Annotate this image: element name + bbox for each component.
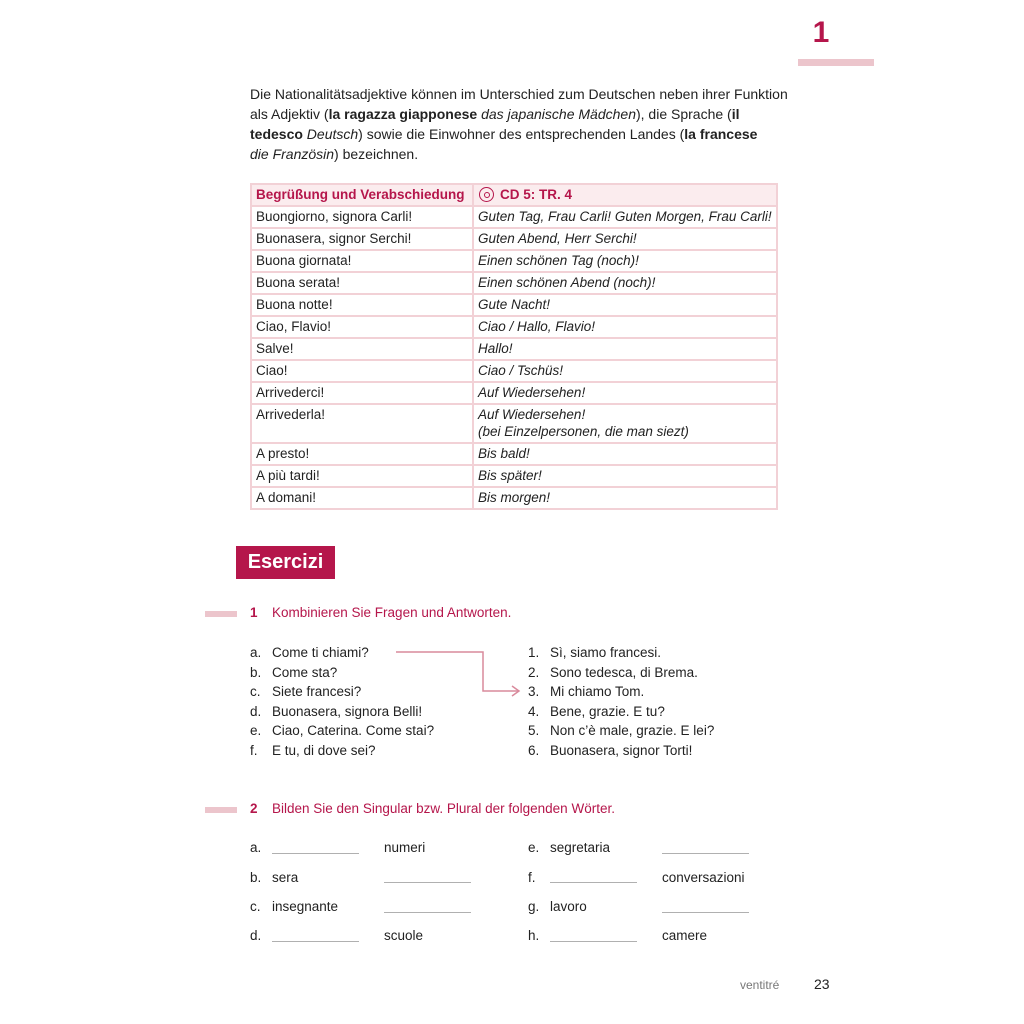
item-label: h.	[528, 928, 540, 943]
italian-phrase: A presto!	[251, 443, 473, 465]
german-translation: Bis später!	[473, 465, 777, 487]
exercise-instruction: Kombinieren Sie Fragen und Antworten.	[272, 605, 512, 620]
item-label: 2.	[528, 664, 540, 680]
exercise-instruction: Bilden Sie den Singular bzw. Plural der folgenden Wörter.	[272, 801, 615, 816]
answer-text: Sì, siamo francesi.	[550, 645, 662, 660]
answer-blank[interactable]	[662, 853, 749, 854]
italian-phrase: Buonasera, signor Serchi!	[251, 228, 473, 250]
page-number-word: ventitré	[740, 978, 780, 992]
intro-bold: il tedesco	[250, 106, 740, 142]
given-word: conversazioni	[662, 870, 745, 885]
item-label: c.	[250, 684, 261, 700]
italian-phrase: A domani!	[251, 487, 473, 509]
italian-phrase: A più tardi!	[251, 465, 473, 487]
german-translation: Gute Nacht!	[473, 294, 777, 316]
italian-phrase: Buongiorno, signora Carli!	[251, 206, 473, 228]
item-label: e.	[250, 723, 262, 739]
german-translation: Einen schönen Abend (noch)!	[473, 272, 777, 294]
german-translation: Bis bald!	[473, 443, 777, 465]
item-label: c.	[250, 899, 261, 914]
answer-blank[interactable]	[550, 882, 637, 883]
item-label: 6.	[528, 742, 540, 758]
item-label: b.	[250, 870, 262, 885]
answer-blank[interactable]	[272, 941, 359, 942]
answer-text: Non c’è male, grazie. E lei?	[550, 723, 715, 739]
given-word: lavoro	[550, 899, 587, 914]
item-label: f.	[250, 742, 258, 758]
list-item	[528, 928, 550, 943]
italian-phrase: Buona serata!	[251, 272, 473, 294]
answer-text: Sono tedesca, di Brema.	[550, 664, 698, 680]
answer-blank[interactable]	[384, 882, 471, 883]
item-label: a.	[250, 840, 262, 855]
german-translation: Einen schönen Tag (noch)!	[473, 250, 777, 272]
answer-blank[interactable]	[550, 941, 637, 942]
italian-phrase: Arrivederla!	[251, 404, 473, 443]
german-translation: Guten Tag, Frau Carli! Guten Morgen, Frau Carli!	[473, 206, 777, 228]
answer-blank[interactable]	[662, 912, 749, 913]
table-header-title: Begrüßung und Verabschiedung	[251, 184, 473, 206]
item-label: b.	[250, 664, 262, 680]
item-label: 5.	[528, 723, 540, 739]
german-translation: Ciao / Tschüs!	[473, 360, 777, 382]
german-translation: Hallo!	[473, 338, 777, 360]
item-label: d.	[250, 928, 262, 943]
given-word: sera	[272, 870, 299, 885]
item-label: f.	[528, 870, 536, 885]
item-label: d.	[250, 703, 262, 719]
intro-italic: das japanische Mädchen	[477, 106, 636, 122]
italian-phrase: Arrivederci!	[251, 382, 473, 404]
chapter-number: 1	[812, 16, 830, 49]
list-item	[528, 840, 610, 855]
item-label: e.	[528, 840, 540, 855]
given-word: segretaria	[550, 840, 611, 855]
given-word: camere	[662, 928, 708, 943]
german-translation: Auf Wiedersehen!	[473, 382, 777, 404]
question-text: Come ti chiami?	[272, 645, 369, 660]
page-number: 23	[814, 976, 830, 992]
list-item	[250, 928, 272, 943]
cd-track-label: CD 5: TR. 4	[500, 187, 573, 202]
question-text: Siete francesi?	[272, 684, 362, 700]
arrow-line	[396, 652, 518, 691]
intro-italic: Deutsch	[302, 126, 359, 142]
exercise-number: 2	[250, 801, 258, 816]
italian-phrase: Buona notte!	[251, 294, 473, 316]
german-translation-note: (bei Einzelpersonen, die man siezt)	[478, 424, 689, 439]
german-translation: Ciao / Hallo, Flavio!	[473, 316, 777, 338]
intro-bold: la francese	[684, 126, 758, 142]
exercise-2-title	[250, 801, 615, 816]
italian-phrase: Ciao!	[251, 360, 473, 382]
given-word: insegnante	[272, 899, 339, 914]
question-text: Ciao, Caterina. Come stai?	[272, 723, 435, 739]
exercise-2-bar	[205, 807, 237, 813]
esercizi-heading: Esercizi	[236, 546, 335, 579]
question-text: E tu, di dove sei?	[272, 742, 376, 758]
list-item	[250, 870, 298, 885]
intro-bold: la ragazza giapponese	[328, 106, 478, 122]
item-label: 1.	[528, 645, 540, 660]
intro-text: ) sowie die Einwohner des entsprechenden Landes (	[358, 126, 685, 142]
given-word: scuole	[384, 928, 424, 943]
answer-text: Bene, grazie. E tu?	[550, 703, 665, 719]
intro-text: Die Nationalitätsadjektive können im Unterschied zum Deutschen neben ihrer Funktion als Adjektiv (	[250, 86, 788, 122]
german-translation-line: Auf Wiedersehen!	[478, 407, 586, 422]
italian-phrase: Ciao, Flavio!	[251, 316, 473, 338]
italian-phrase: Buona giornata!	[251, 250, 473, 272]
intro-text: ) bezeichnen.	[334, 146, 419, 162]
answer-blank[interactable]	[272, 853, 359, 854]
question-text: Buonasera, signora Belli!	[272, 703, 423, 719]
intro-italic: die Französin	[250, 146, 335, 162]
item-label: g.	[528, 899, 540, 914]
question-text: Come sta?	[272, 664, 338, 680]
list-item	[528, 870, 550, 885]
item-label: 3.	[528, 684, 540, 700]
german-translation: Bis morgen!	[473, 487, 777, 509]
list-item	[250, 899, 338, 914]
list-item	[528, 899, 587, 914]
exercise-number: 1	[250, 605, 258, 620]
italian-phrase: Salve!	[251, 338, 473, 360]
intro-text: ), die Sprache (	[635, 106, 732, 122]
given-word: numeri	[384, 840, 426, 855]
item-label: 4.	[528, 703, 540, 719]
answer-blank[interactable]	[384, 912, 471, 913]
item-label: a.	[250, 645, 262, 660]
answer-text: Mi chiamo Tom.	[550, 684, 645, 700]
german-translation: Guten Abend, Herr Serchi!	[473, 228, 777, 250]
list-item	[250, 840, 272, 855]
answer-text: Buonasera, signor Torti!	[550, 742, 693, 758]
